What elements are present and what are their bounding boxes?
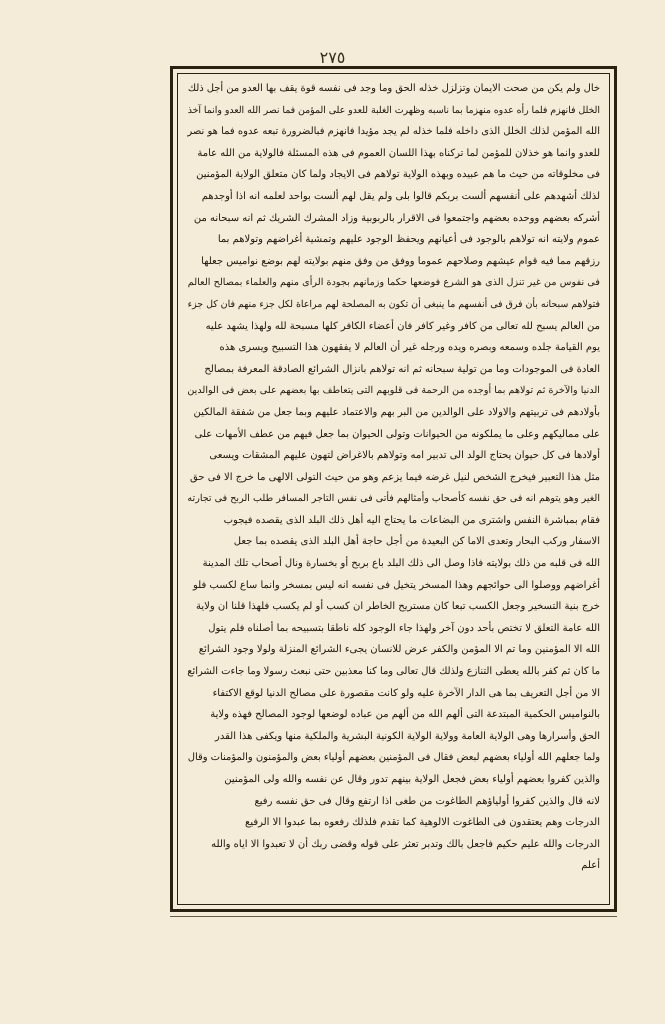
text-line: ما كان ثم كفر بالله يعطى التنازع ولذلك قال تعالى وما كنا معذبين حتى نبعث رسولا وما جاءت الشرائع	[187, 666, 600, 678]
text-line: الدرجات والله عليم حكيم فاجعل بالك وتدبر تعثر على قوله وقضى ربك أن لا تعبدوا الا اياه والله	[211, 838, 600, 850]
text-line: فتولاهم سبحانه بأن فرق فى أنفسهم ما ينبغى أن تكون به المصلحة لهم مراعاة لكل جزء منهم فان كل جزء	[187, 298, 600, 310]
text-line: فى مخلوقاته من حيث ما هم عبيده وبهذه الولاية تولاهم فى الايجاد ولما كان متعلق الولاية المؤمنين	[196, 169, 600, 181]
text-line: عموم ولايته انه تولاهم بالوجود فى أعيانهم ويحفظ الوجود عليهم وتمشية أغراضهم وتولاهم بما	[217, 234, 600, 246]
text-line: بأولادهم فى تربيتهم والاولاد على الوالدين من البر بهم والاعتماد عليهم وبما جعل من شفقة المالكين	[193, 406, 600, 418]
page-number: ٢٧٥	[319, 48, 346, 67]
text-line: الحق وأسرارها وهى الولاية العامة وولاية الولاية الكونية البشرية والملكية منها ويكفى هذا القدر	[215, 730, 600, 742]
text-line: يوم القيامة جلده وسمعه وبصره ويده ورجله غير أن العالم لا يفقهون هذا التسبيح ويسرى هذه	[219, 342, 600, 354]
text-line: الله الا المؤمنين وما تم الا المؤمن والكفر عرض للانسان يجىء الشرائع المنزلة ولولا وجود الشرائع	[198, 644, 600, 656]
text-line: فقام بمباشرة النفس واشترى من البضاعات ما يحتاج اليه أهل ذلك البلد الذى يقصده فيجوب	[223, 514, 600, 526]
text-line: الله عامة التعلق لا تختص بأحد دون آخر ولهذا جاء الوجود كله ناطقا بتسبيحه بما أصلناه فلم يتول	[208, 622, 600, 634]
text-line: للعدو وانما هو خذلان للمؤمن لما تركناه بهذا اللسان العموم فى هذه المسئلة فالولاية من الله عامة	[197, 147, 600, 159]
text-line: الدنيا والآخرة ثم تولاهم بما أوجده من الرحمة فى قلوبهم التى يتعاطف بها بعضهم على بعض فى الوالدين	[187, 385, 600, 397]
text-line: مثل هذا التعبير فيخرج الشخص لنيل غرضه فيما يزعم وهو من حيث التولى الالهى ما خرج الا فى حق	[190, 471, 600, 483]
bottom-rule	[170, 916, 617, 917]
text-line: الله فى قلبه من ذلك بولايته فاذا وصل الى ذلك البلد باع بربح أو بخسارة ونال أصحاب تلك المدينة	[202, 558, 600, 570]
text-line: الخلل فانهزم فلما رأه عدوه منهزما بما ناسبه وظهرت الغلبة للعدو على المؤمن فما نصر الله العدو وانما آخذ	[187, 104, 600, 116]
text-line: الغير وهو يتوهم انه فى حق نفسه كأصحاب وأمثالهم فأتى فى نفس التاجر المسافر طلب الربح فى تجارته	[187, 493, 600, 505]
text-frame	[170, 66, 617, 912]
text-line: لذلك أشهدهم على أنفسهم ألست بربكم قالوا بلى ولم يقل لهم ألست بواحد لعلمه انه اذا أوجدهم	[201, 190, 600, 202]
text-line: ولما جعلهم الله أولياء بعضهم لبعض فقال فى المؤمنين بعضهم أولياء بعض والمؤمنون والمؤمنات وقال	[187, 752, 600, 764]
text-line: أشركه بعضهم ووحده بعضهم واجتمعوا فى الاقرار بالربوبية وزاد المشرك الشريك ثم انه سبحانه من	[193, 212, 600, 224]
text-line: الاسفار وركب البحار وتعدى الاما كن البعيدة من أجل حاجة أهل البلد الذى يقصده بما جعل	[233, 536, 600, 548]
text-line: رزقهم مما فيه قوام عيشهم وصلاحهم عموما ووفق من وفق منهم بولايته لهم بوضع نواميس جعلها	[201, 255, 600, 267]
text-line: على مماليكهم وعلى ما يملكونه من الحيوانات وتولى الحيوان بما جعل فيهم من عطف الأمهات على	[194, 428, 600, 440]
text-line: أغراضهم ووصلوا الى حوائجهم وهذا المسخر يتخيل فى نفسه انه ليس بمسخر وانما ساع لكسب فلو	[192, 579, 600, 591]
text-line: الا من أجل التعريف بما هى الدار الآخرة عليه ولو كانت مقصورة على مصالح الدنيا لوقع الاكتفاء	[212, 687, 600, 699]
text-line: الدرجات وهم يعتقدون فى الطاغوت الالوهية كما تقدم فلذلك رفعوه بما عبدوا الا الرفيع	[245, 817, 600, 829]
text-line: أولادها فى كل حيوان يحتاج الولد الى تدبير امه وتولاهم بالاغراض لتهون عليهم المشقات ويسعى	[209, 450, 600, 462]
text-line: من العالم يسبح لله تعالى من كافر وغير كافر فان أعضاء الكافر كلها مسبحة لله ولهذا يشهد عليه	[205, 320, 600, 332]
text-frame-inner	[177, 73, 610, 905]
text-line: خرج بنية التسخير وجعل الكسب تبعا كان مستريح الخاطر ان كسب أو لم يكسب فلهذا قلنا ان ولاية	[196, 601, 600, 613]
body-text	[187, 78, 600, 877]
text-line: خال ولم يكن من صحت الايمان وتزلزل خذله الحق وما وجد فى نفسه قوة يقف بها العدو من أجل ذلك	[187, 83, 600, 94]
text-line: بالنواميس الحكمية المبتدعة التى ألهم الله من ألهم من عباده لوضعها لوجود المصالح فهذه ولاية	[210, 709, 600, 721]
text-line: أعلم	[581, 860, 600, 872]
text-line: فى نفوس من غير تنزل الذى هو الشرع فوضعها حكما وزمانهم بجودة الرأى منهم والعلماء بمصالح العالم	[187, 277, 600, 289]
text-line: لانه قال والذين كفروا أولياؤهم الطاغوت من طغى اذا ارتفع وقال فى حق نفسه رفيع	[254, 795, 600, 807]
text-line: والذين كفروا بعضهم أولياء بعض فجعل الولاية بينهم تدور وقال عن نفسه والله ولى المؤمنين	[224, 774, 600, 785]
text-line: العادة فى الموجودات وما من تولية سبحانه ثم انه تولاهم بانزال الشرائع الصادقة المعرفة بمصالح	[204, 363, 600, 375]
text-line: الله المؤمن لذلك الخلل الذى داخله فلما خذله لم يجد مؤيدا فانهزم فبالضرورة تبعه عدوه فما هو نصر	[187, 126, 600, 138]
